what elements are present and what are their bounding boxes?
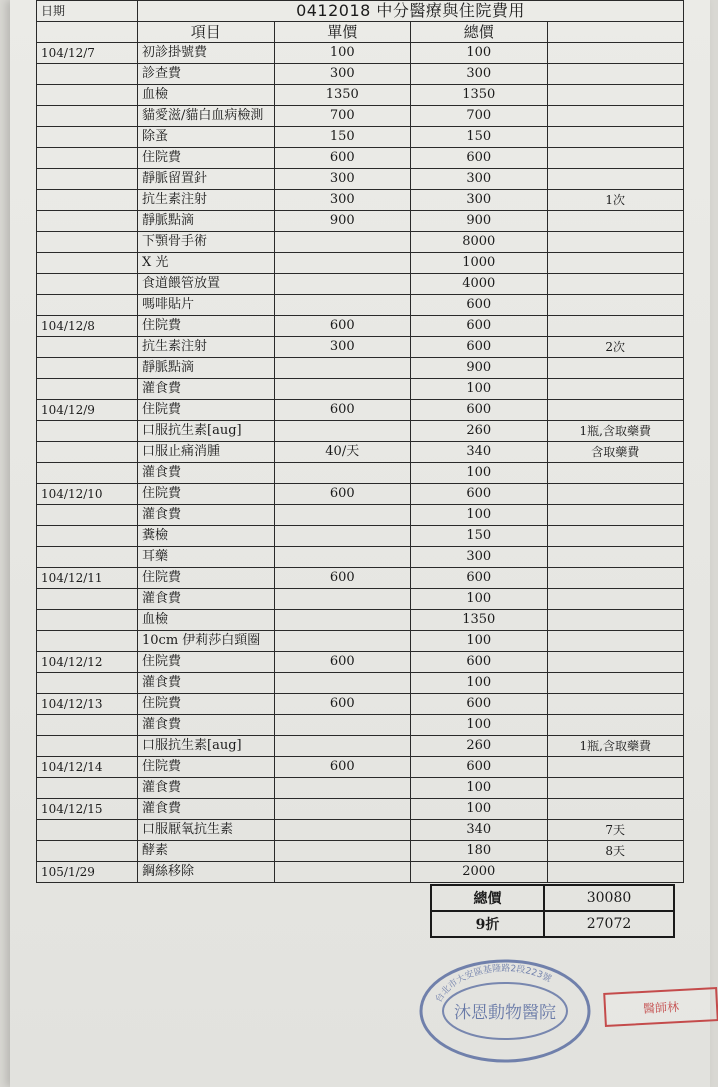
row-unit-price [274, 778, 411, 799]
row-item: 灌食費 [138, 715, 275, 736]
row-unit-price: 300 [274, 169, 411, 190]
row-item: 10cm 伊莉莎白頸圈 [138, 631, 275, 652]
row-note [547, 253, 684, 274]
summary-box [430, 884, 675, 938]
row-total: 340 [411, 820, 548, 841]
row-unit-price: 700 [274, 106, 411, 127]
row-total: 340 [411, 442, 548, 463]
bill-table [36, 0, 684, 883]
row-unit-price: 300 [274, 337, 411, 358]
row-total: 260 [411, 421, 548, 442]
row-date [37, 778, 138, 799]
row-total: 300 [411, 547, 548, 568]
row-item: 灌食費 [138, 778, 275, 799]
row-item: 抗生素注射 [138, 337, 275, 358]
row-item: 血檢 [138, 85, 275, 106]
row-unit-price [274, 526, 411, 547]
row-item: 靜脈點滴 [138, 358, 275, 379]
row-unit-price: 600 [274, 568, 411, 589]
row-note [547, 715, 684, 736]
row-total: 100 [411, 631, 548, 652]
row-note [547, 778, 684, 799]
row-item: 住院費 [138, 148, 275, 169]
row-total: 100 [411, 589, 548, 610]
bill-row [37, 127, 684, 148]
row-unit-price: 600 [274, 757, 411, 778]
bill-row [37, 85, 684, 106]
row-date [37, 169, 138, 190]
row-note [547, 610, 684, 631]
header-unit-price: 單價 [274, 22, 411, 43]
row-total: 600 [411, 652, 548, 673]
row-date [37, 820, 138, 841]
bill-row [37, 64, 684, 85]
row-total: 100 [411, 463, 548, 484]
row-item: 嗎啡貼片 [138, 295, 275, 316]
row-date [37, 442, 138, 463]
row-note [547, 295, 684, 316]
row-date [37, 589, 138, 610]
stamp-clinic-name: 沐恩動物醫院 [454, 1003, 556, 1023]
bill-row [37, 463, 684, 484]
row-date [37, 379, 138, 400]
bill-sheet [36, 0, 684, 883]
row-date [37, 526, 138, 547]
row-note [547, 526, 684, 547]
row-unit-price [274, 274, 411, 295]
row-date [37, 673, 138, 694]
row-total: 100 [411, 505, 548, 526]
row-total: 1350 [411, 85, 548, 106]
bill-row [37, 190, 684, 211]
row-total: 260 [411, 736, 548, 757]
row-note: 7天 [547, 820, 684, 841]
bill-row [37, 526, 684, 547]
row-unit-price [274, 736, 411, 757]
bill-row [37, 379, 684, 400]
row-item: 灌食費 [138, 589, 275, 610]
row-unit-price [274, 463, 411, 484]
row-note [547, 85, 684, 106]
row-note [547, 568, 684, 589]
row-date: 104/12/11 [37, 568, 138, 589]
row-total: 300 [411, 64, 548, 85]
row-item: 灌食費 [138, 673, 275, 694]
row-unit-price: 600 [274, 148, 411, 169]
row-note: 1瓶,含取藥費 [547, 736, 684, 757]
summary-discount-row [431, 911, 674, 937]
bill-row [37, 862, 684, 883]
row-unit-price [274, 799, 411, 820]
document-title: 0412018 中分醫療與住院費用 [138, 1, 684, 22]
row-item: 住院費 [138, 484, 275, 505]
row-unit-price: 600 [274, 316, 411, 337]
row-date: 104/12/10 [37, 484, 138, 505]
bill-row [37, 337, 684, 358]
row-item: 糞檢 [138, 526, 275, 547]
row-date [37, 547, 138, 568]
summary-discount-value: 27072 [544, 911, 674, 937]
bill-row [37, 820, 684, 841]
row-total: 600 [411, 337, 548, 358]
bill-row [37, 505, 684, 526]
bill-row [37, 568, 684, 589]
row-date [37, 85, 138, 106]
row-date [37, 232, 138, 253]
row-date [37, 631, 138, 652]
row-note [547, 169, 684, 190]
bill-row [37, 442, 684, 463]
row-unit-price [274, 232, 411, 253]
row-item: 血檢 [138, 610, 275, 631]
summary-discount-label: 9折 [431, 911, 544, 937]
row-total: 300 [411, 169, 548, 190]
row-total: 100 [411, 715, 548, 736]
row-date: 104/12/8 [37, 316, 138, 337]
row-note [547, 400, 684, 421]
bill-row [37, 631, 684, 652]
row-unit-price: 600 [274, 400, 411, 421]
row-item: 抗生素注射 [138, 190, 275, 211]
row-unit-price: 40/天 [274, 442, 411, 463]
row-item: 貓愛滋/貓白血病檢測 [138, 106, 275, 127]
bill-row [37, 43, 684, 64]
bill-row [37, 232, 684, 253]
row-note [547, 484, 684, 505]
row-note [547, 106, 684, 127]
row-total: 100 [411, 778, 548, 799]
row-unit-price [274, 589, 411, 610]
bill-row [37, 400, 684, 421]
row-total: 900 [411, 211, 548, 232]
row-date [37, 463, 138, 484]
row-unit-price [274, 547, 411, 568]
row-date: 104/12/14 [37, 757, 138, 778]
row-item: 耳藥 [138, 547, 275, 568]
row-date [37, 715, 138, 736]
row-total: 180 [411, 841, 548, 862]
clinic-stamp [415, 955, 595, 1063]
row-date: 104/12/9 [37, 400, 138, 421]
row-unit-price: 300 [274, 64, 411, 85]
row-date: 104/12/7 [37, 43, 138, 64]
row-total: 600 [411, 568, 548, 589]
row-total: 600 [411, 757, 548, 778]
row-note [547, 211, 684, 232]
bill-row [37, 757, 684, 778]
row-note [547, 127, 684, 148]
row-item: 口服厭氧抗生素 [138, 820, 275, 841]
row-item: 住院費 [138, 316, 275, 337]
row-unit-price [274, 379, 411, 400]
bill-row [37, 421, 684, 442]
row-note [547, 862, 684, 883]
row-item: 靜脈留置針 [138, 169, 275, 190]
bill-row [37, 715, 684, 736]
row-note: 1次 [547, 190, 684, 211]
row-date [37, 841, 138, 862]
row-date [37, 274, 138, 295]
row-total: 100 [411, 43, 548, 64]
row-note: 2次 [547, 337, 684, 358]
row-unit-price: 1350 [274, 85, 411, 106]
row-note [547, 757, 684, 778]
row-item: X 光 [138, 253, 275, 274]
row-note: 8天 [547, 841, 684, 862]
bill-row [37, 253, 684, 274]
row-date [37, 148, 138, 169]
row-note [547, 652, 684, 673]
row-unit-price [274, 631, 411, 652]
row-unit-price [274, 673, 411, 694]
row-date [37, 505, 138, 526]
bill-row [37, 358, 684, 379]
row-note [547, 673, 684, 694]
row-unit-price [274, 610, 411, 631]
row-unit-price [274, 421, 411, 442]
row-date: 104/12/13 [37, 694, 138, 715]
row-item: 住院費 [138, 400, 275, 421]
row-item: 住院費 [138, 757, 275, 778]
row-item: 初診掛號費 [138, 43, 275, 64]
bill-row [37, 274, 684, 295]
row-date [37, 106, 138, 127]
row-item: 灌食費 [138, 505, 275, 526]
row-total: 600 [411, 295, 548, 316]
bill-row [37, 652, 684, 673]
row-total: 300 [411, 190, 548, 211]
stamp-address-text: 台北市大安區基隆路2段223號 [434, 963, 553, 1005]
row-unit-price [274, 715, 411, 736]
row-note [547, 379, 684, 400]
header-date: 日期 [37, 1, 138, 22]
header-note [547, 22, 684, 43]
row-unit-price: 600 [274, 652, 411, 673]
bill-row [37, 736, 684, 757]
bill-row [37, 589, 684, 610]
row-date [37, 64, 138, 85]
header-item: 項目 [138, 22, 275, 43]
row-total: 600 [411, 148, 548, 169]
row-date: 104/12/15 [37, 799, 138, 820]
row-total: 1000 [411, 253, 548, 274]
row-total: 100 [411, 379, 548, 400]
row-unit-price: 100 [274, 43, 411, 64]
bill-row [37, 148, 684, 169]
row-date [37, 610, 138, 631]
row-date [37, 337, 138, 358]
row-note [547, 589, 684, 610]
row-item: 灌食費 [138, 379, 275, 400]
row-note: 1瓶,含取藥費 [547, 421, 684, 442]
row-total: 150 [411, 127, 548, 148]
bill-row [37, 316, 684, 337]
row-note [547, 505, 684, 526]
row-unit-price [274, 505, 411, 526]
row-total: 4000 [411, 274, 548, 295]
column-header-row [37, 22, 684, 43]
row-item: 口服抗生素[aug] [138, 736, 275, 757]
row-item: 住院費 [138, 568, 275, 589]
row-note [547, 631, 684, 652]
row-date [37, 253, 138, 274]
row-note [547, 148, 684, 169]
row-total: 600 [411, 400, 548, 421]
row-unit-price [274, 358, 411, 379]
row-date [37, 736, 138, 757]
row-date: 104/12/12 [37, 652, 138, 673]
row-note [547, 274, 684, 295]
row-date [37, 358, 138, 379]
row-unit-price [274, 253, 411, 274]
header-date-blank [37, 22, 138, 43]
bill-row [37, 610, 684, 631]
row-note [547, 43, 684, 64]
bill-row [37, 211, 684, 232]
row-item: 住院費 [138, 694, 275, 715]
bill-row [37, 484, 684, 505]
row-unit-price: 600 [274, 484, 411, 505]
row-item: 口服抗生素[aug] [138, 421, 275, 442]
row-note: 含取藥費 [547, 442, 684, 463]
row-total: 600 [411, 316, 548, 337]
row-date [37, 127, 138, 148]
row-item: 鋼絲移除 [138, 862, 275, 883]
row-note [547, 358, 684, 379]
row-item: 除蚤 [138, 127, 275, 148]
row-date [37, 295, 138, 316]
row-note [547, 232, 684, 253]
summary-total-row [431, 885, 674, 911]
row-unit-price [274, 295, 411, 316]
row-unit-price: 300 [274, 190, 411, 211]
row-item: 下顎骨手術 [138, 232, 275, 253]
row-unit-price: 900 [274, 211, 411, 232]
row-total: 600 [411, 484, 548, 505]
row-note [547, 316, 684, 337]
bill-row [37, 799, 684, 820]
bill-row [37, 295, 684, 316]
row-note [547, 64, 684, 85]
row-date [37, 190, 138, 211]
row-date: 105/1/29 [37, 862, 138, 883]
row-total: 2000 [411, 862, 548, 883]
row-item: 口服止痛消腫 [138, 442, 275, 463]
header-total: 總價 [411, 22, 548, 43]
row-note [547, 463, 684, 484]
doctor-stamp: 醫師林 [603, 987, 718, 1027]
row-unit-price: 600 [274, 694, 411, 715]
row-item: 食道餵管放置 [138, 274, 275, 295]
bill-row [37, 694, 684, 715]
row-note [547, 547, 684, 568]
bill-row [37, 673, 684, 694]
bill-row [37, 841, 684, 862]
row-unit-price [274, 862, 411, 883]
row-total: 700 [411, 106, 548, 127]
row-unit-price: 150 [274, 127, 411, 148]
row-item: 靜脈點滴 [138, 211, 275, 232]
row-total: 900 [411, 358, 548, 379]
bill-row [37, 106, 684, 127]
row-unit-price [274, 841, 411, 862]
row-total: 600 [411, 694, 548, 715]
summary-total-value: 30080 [544, 885, 674, 911]
bill-row [37, 778, 684, 799]
row-item: 住院費 [138, 652, 275, 673]
row-note [547, 799, 684, 820]
row-item: 酵素 [138, 841, 275, 862]
row-total: 100 [411, 673, 548, 694]
title-row [37, 1, 684, 22]
row-item: 灌食費 [138, 799, 275, 820]
row-date [37, 211, 138, 232]
bill-row [37, 547, 684, 568]
bill-paper [10, 0, 710, 1087]
row-total: 1350 [411, 610, 548, 631]
row-item: 診查費 [138, 64, 275, 85]
row-date [37, 421, 138, 442]
row-total: 8000 [411, 232, 548, 253]
row-total: 150 [411, 526, 548, 547]
summary-total-label: 總價 [431, 885, 544, 911]
row-unit-price [274, 820, 411, 841]
row-note [547, 694, 684, 715]
row-item: 灌食費 [138, 463, 275, 484]
bill-row [37, 169, 684, 190]
row-total: 100 [411, 799, 548, 820]
